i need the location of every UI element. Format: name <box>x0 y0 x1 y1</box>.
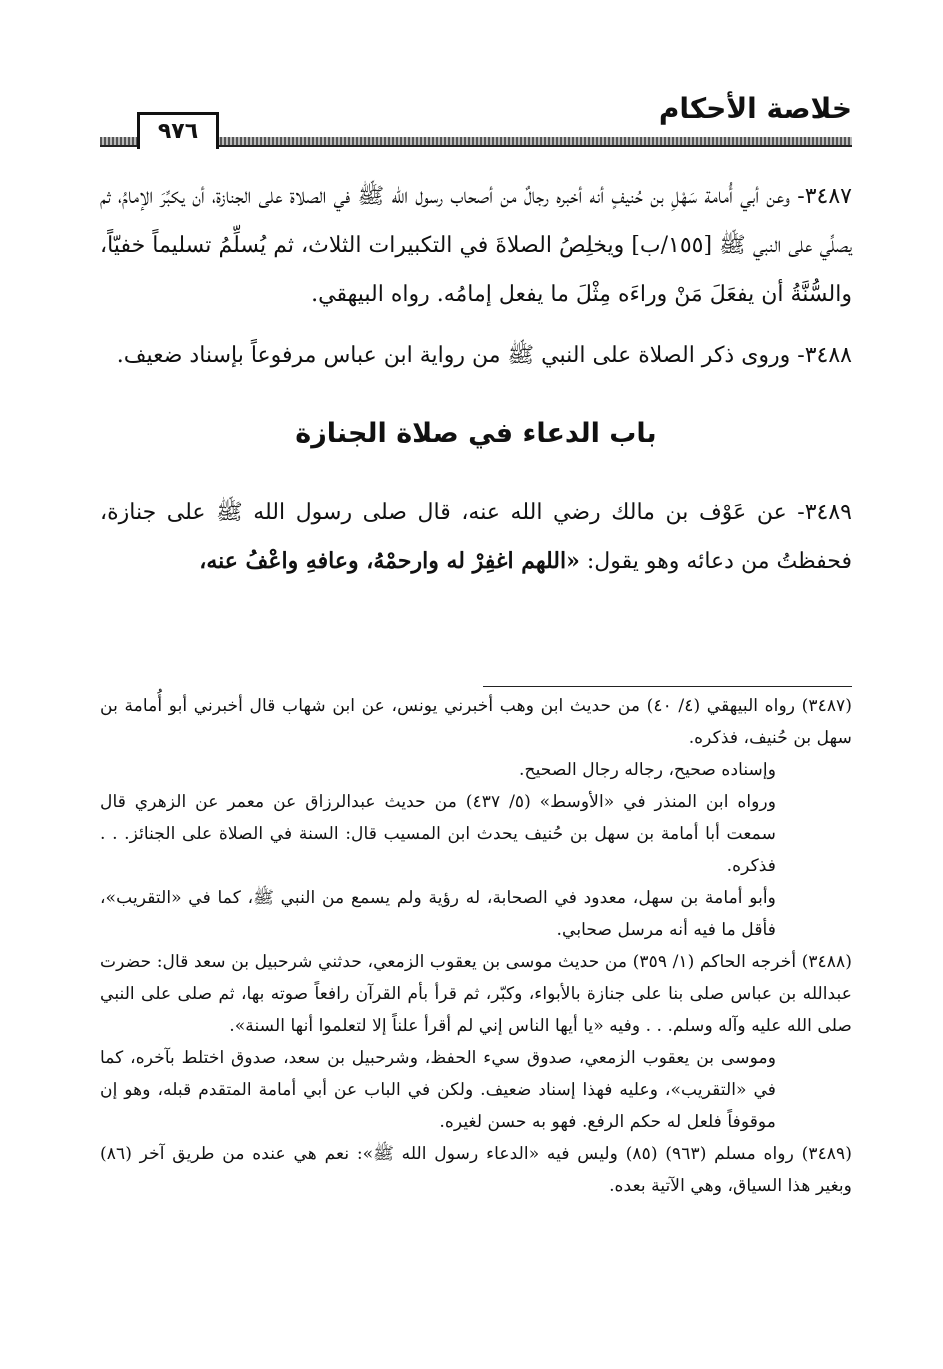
footnote-3489 <box>100 1138 852 1202</box>
footnote-paragraph: وموسى بن يعقوب الزمعي، صدوق سيء الحفظ، وشرحبيل بن سعد، صدوق اختلط بآخره، كما في «التقريب»، وعليه فهذا إسناد ضعيف. ولكن في الباب عن أبي أمامة المتقدم قبله، وهو إن موقوفاً فلعل له حكم الرفع. فهو به حسن لغيره. <box>100 1048 776 1132</box>
main-text <box>100 172 852 598</box>
page-number: ٩٧٦ <box>137 112 219 149</box>
hadith-3488: ٣٤٨٨- وروى ذكر الصلاة على النبي ﷺ من رواية ابن عباس مرفوعاً بإسناد ضعيف. <box>116 343 852 368</box>
footnote-divider <box>483 686 852 687</box>
footnote-3488 <box>100 946 852 1138</box>
footnote-paragraph: (٣٤٨٨) أخرجه الحاكم (١/ ٣٥٩) من حديث موسى بن يعقوب الزمعي، حدثني شرحبيل بن سعد قال: حضرت عبدالله بن عباس صلى بنا على جنازة بالأبواء، وكبّر، ثم قرأ بأم القرآن رافعاً صوته بها، ثم صلى على النبي صلى الله عليه وآله وسلم. . . وفيه «يا أيها الناس إني لم أقرأ علناً إلا لتعلموا أنها السنة». <box>100 952 852 1036</box>
hadith-3489 <box>100 488 852 586</box>
hadith-3487: ٣٤٨٧- وعن أبي أُمامة سَهْلِ بن حُنيفٍ أنه أخبره رجالٌ من أصحاب رسول الله ﷺ في الصلاة على الجنازة، أن يكبِّرَ الإمامُ، ثم يصلِّي على النبي ﷺ [١٥٥/ب] ويخلِصُ الصلاةَ في التكبيرات الثلاث، ثم يُسلِّمُ تسليماً خفيّاً، والسُّنَّةُ أن يفعَلَ مَنْ وراءَه مِثْلَ ما يفعل إمامُه. رواه البيهقي. <box>100 184 852 307</box>
footnotes <box>100 690 852 1202</box>
page-header <box>100 92 852 152</box>
running-title: خلاصة الأحكام <box>658 92 852 125</box>
footnote-paragraph: وأبو أمامة بن سهل، معدود في الصحابة، له رؤية ولم يسمع من النبي ﷺ، كما في «التقريب»، فأقل ما فيه أنه مرسل صحابي. <box>100 888 776 940</box>
footnote-paragraph: وإسناده صحيح، رجاله رجال الصحيح. <box>519 760 776 780</box>
footnote-3487 <box>100 690 852 946</box>
footnote-paragraph: (٣٤٨٩) رواه مسلم (٩٦٣) (٨٥) وليس فيه «الدعاء رسول الله ﷺ»: نعم هي عنده من طريق آخر (٨٦) وبغير هذا السياق، وهي الآتية بعده. <box>100 1144 852 1196</box>
footnote-paragraph: ورواه ابن المنذر في «الأوسط» (٥/ ٤٣٧) من حديث عبدالرزاق عن معمر عن الزهري قال سمعت أبا أمامة بن سهل بن حُنيف يحدث ابن المسيب قال: السنة في الصلاة على الجنائز. . . فذكره. <box>100 792 777 876</box>
hadith-3489-dua: «اللهم اغفِرْ له وارحمْهُ، وعافهِ واعْفُ عنه، <box>199 548 580 574</box>
footnote-paragraph: (٣٤٨٧) رواه البيهقي (٤/ ٤٠) من حديث ابن وهب أخبرني يونس، عن ابن شهاب قال أخبرني أبو أُمامة بن سهل بن حُنيف، فذكره. <box>100 696 853 748</box>
hadith-3489-intro: ٣٤٨٩- عن عَوْف بن مالك رضي الله عنه، قال صلى رسول الله ﷺ على جنازة، فحفظتُ من دعائه وهو يقول: <box>100 500 852 574</box>
chapter-title: باب الدعاء في صلاة الجنازة <box>295 418 657 449</box>
